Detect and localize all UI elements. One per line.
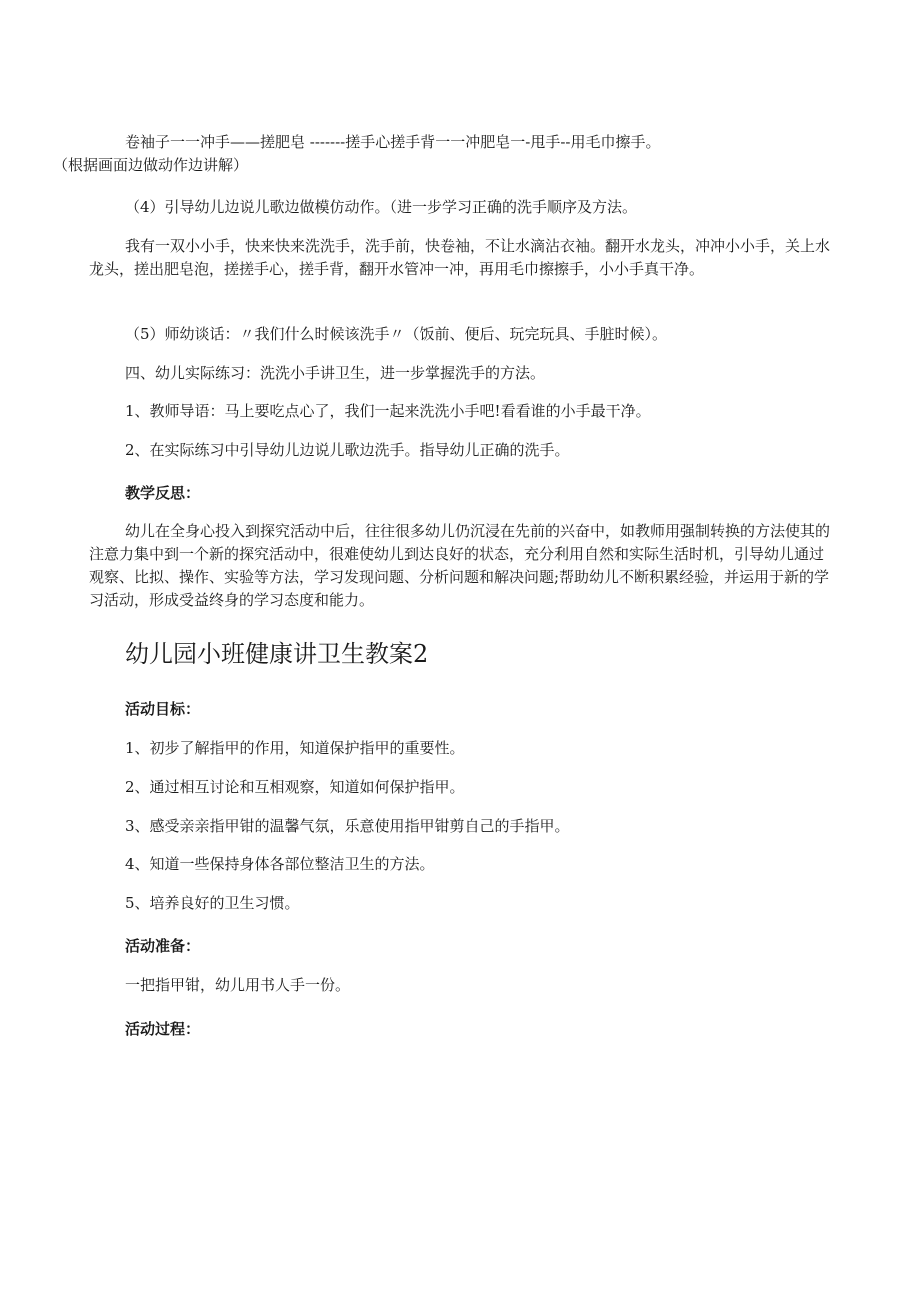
part-4-heading: 四、幼儿实际练习：洗洗小手讲卫生，进一步掌握洗手的方法。 [125,364,546,382]
lesson-2-title: 幼儿园小班健康讲卫生教案2 [125,640,429,668]
reflection-heading: 教学反思： [125,484,201,502]
steps-note: （根据画面边做动作边讲解） [53,156,249,174]
goal-item: 3、感受亲亲指甲钳的温馨气氛，乐意使用指甲钳剪自己的手指甲。 [125,817,570,835]
paragraph-step-4: （4）引导幼儿边说儿歌边做模仿动作。（进一步学习正确的洗手顺序及方法。 [125,198,638,216]
goal-item: 4、知道一些保持身体各部位整洁卫生的方法。 [125,855,435,873]
goals-heading: 活动目标： [125,700,201,718]
goal-item: 5、培养良好的卫生习惯。 [125,894,300,912]
practice-item-1: 1、教师导语：马上要吃点心了，我们一起来洗洗小手吧!看看谁的小手最干净。 [125,402,651,420]
handwashing-steps [53,131,834,177]
paragraph-step-5: （5）师幼谈话：〃我们什么时候该洗手〃（饭前、便后、玩完玩具、手脏时候）。 [125,325,668,343]
goal-item: 1、初步了解指甲的作用，知道保护指甲的重要性。 [125,739,465,757]
steps-line: 卷袖子一一冲手——搓肥皂 -------搓手心搓手背一一冲肥皂一-甩手--用毛巾擦手。 [125,133,661,151]
process-heading: 活动过程： [125,1020,201,1038]
reflection-paragraph: 幼儿在全身心投入到探究活动中后，往往很多幼儿仍沉浸在先前的兴奋中，如教师用强制转换的方法使其的注意力集中到一个新的探究活动中，很难使幼儿到达良好的状态，充分利用自然和实际生活时机，引导幼儿通过观察、比拟、操作、实验等方法，学习发现问题、分析问题和解决问题;帮助幼儿不断积累经验，并运用于新的学习活动，形成受益终身的学习态度和能力。 [89,522,831,609]
preparation-heading: 活动准备： [125,937,201,955]
practice-item-2: 2、在实际练习中引导幼儿边说儿歌边洗手。指导幼儿正确的洗手。 [125,441,570,459]
goal-item: 2、通过相互讨论和互相观察，知道如何保护指甲。 [125,778,465,796]
preparation-text: 一把指甲钳，幼儿用书人手一份。 [125,976,351,994]
handwashing-rhyme: 我有一双小小手，快来快来洗洗手，洗手前，快卷袖，不让水滴沾衣袖。翻开水龙头，冲冲小小手，关上水龙头，搓出肥皂泡，搓搓手心，搓手背，翻开水管冲一冲，再用毛巾擦擦手，小小手真干净。 [89,237,831,278]
